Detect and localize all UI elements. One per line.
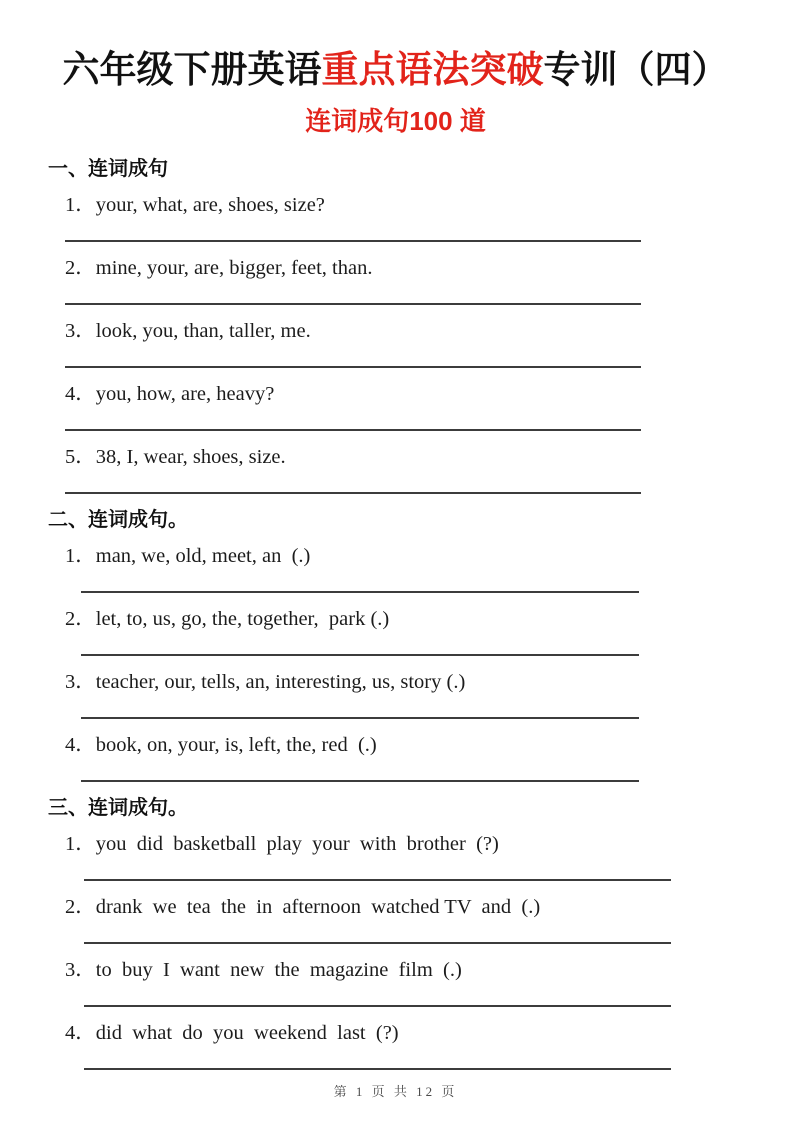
item-words: teacher, our, tells, an, interesting, us, story (.) [95, 671, 466, 693]
answer-blank-line [65, 492, 641, 494]
section-2-heading: 二、连词成句。 [48, 509, 188, 531]
item-number: 1． [65, 833, 96, 855]
section-3-heading: 三、连词成句。 [48, 797, 188, 819]
answer-blank-line [81, 654, 639, 656]
item-words: you, how, are, heavy? [95, 383, 275, 405]
answer-blank-line [84, 1068, 671, 1070]
item-number: 4． [65, 734, 96, 756]
title-suffix: 专训（四） [543, 49, 729, 90]
exercise-prompt [65, 607, 743, 631]
item-number: 2． [65, 257, 96, 279]
item-number: 3． [65, 671, 96, 693]
answer-blank-line [65, 429, 641, 431]
item-words: man, we, old, meet, an (.) [95, 545, 311, 567]
exercise-prompt [65, 958, 743, 982]
title-highlight: 重点语法突破 [321, 49, 544, 90]
page-subtitle: 连词成句100 道 [305, 106, 486, 136]
item-words: you did basketball play your with brother (?) [95, 833, 499, 855]
section-1-heading: 一、连词成句 [48, 158, 168, 180]
item-number: 2． [65, 608, 96, 630]
exercise-item-1-3 [65, 319, 743, 368]
item-number: 1． [65, 545, 96, 567]
exercise-item-2-4 [65, 733, 743, 782]
exercise-prompt [65, 193, 743, 217]
item-words: 38, I, wear, shoes, size. [95, 446, 286, 468]
answer-blank-line [81, 780, 639, 782]
answer-blank-line [84, 879, 671, 881]
item-words: drank we tea the in afternoon watched TV and (.) [95, 896, 541, 918]
exercise-item-1-1 [65, 193, 743, 242]
item-number: 1． [65, 194, 96, 216]
item-number: 5． [65, 446, 96, 468]
exercise-item-2-2 [65, 607, 743, 656]
item-number: 4． [65, 1022, 96, 1044]
exercise-prompt [65, 382, 743, 406]
page-title [48, 48, 743, 92]
item-number: 3． [65, 320, 96, 342]
section-2 [48, 508, 743, 782]
exercise-item-2-1 [65, 544, 743, 593]
title-prefix: 六年级下册英语 [62, 49, 322, 90]
exercise-prompt [65, 895, 743, 919]
section-3 [48, 796, 743, 1070]
answer-blank-line [81, 717, 639, 719]
section-1 [48, 157, 743, 494]
exercise-item-1-2 [65, 256, 743, 305]
answer-blank-line [65, 366, 641, 368]
item-words: your, what, are, shoes, size? [95, 194, 325, 216]
exercise-prompt [65, 544, 743, 568]
item-words: look, you, than, taller, me. [95, 320, 311, 342]
answer-blank-line [84, 1005, 671, 1007]
item-words: mine, your, are, bigger, feet, than. [95, 257, 373, 279]
answer-blank-line [65, 303, 641, 305]
exercise-item-3-2 [65, 895, 743, 944]
item-number: 2． [65, 896, 96, 918]
answer-blank-line [81, 591, 639, 593]
item-words: did what do you weekend last (?) [95, 1022, 399, 1044]
exercise-prompt [65, 319, 743, 343]
exercise-item-3-1 [65, 832, 743, 881]
item-words: let, to, us, go, the, together, park (.) [95, 608, 390, 630]
exercise-item-2-3 [65, 670, 743, 719]
exercise-item-3-3 [65, 958, 743, 1007]
answer-blank-line [84, 942, 671, 944]
exercise-item-1-5 [65, 445, 743, 494]
exercise-prompt [65, 445, 743, 469]
exercise-prompt [65, 256, 743, 280]
exercise-prompt [65, 1021, 743, 1045]
exercise-item-1-4 [65, 382, 743, 431]
item-words: to buy I want new the magazine film (.) [95, 959, 462, 981]
exercise-prompt [65, 832, 743, 856]
item-number: 3． [65, 959, 96, 981]
exercise-prompt [65, 733, 743, 757]
exercise-prompt [65, 670, 743, 694]
item-words: book, on, your, is, left, the, red (.) [95, 734, 377, 756]
item-number: 4． [65, 383, 96, 405]
exercise-item-3-4 [65, 1021, 743, 1070]
answer-blank-line [65, 240, 641, 242]
page-number-footer: 第 1 页 共 12 页 [333, 1084, 458, 1099]
